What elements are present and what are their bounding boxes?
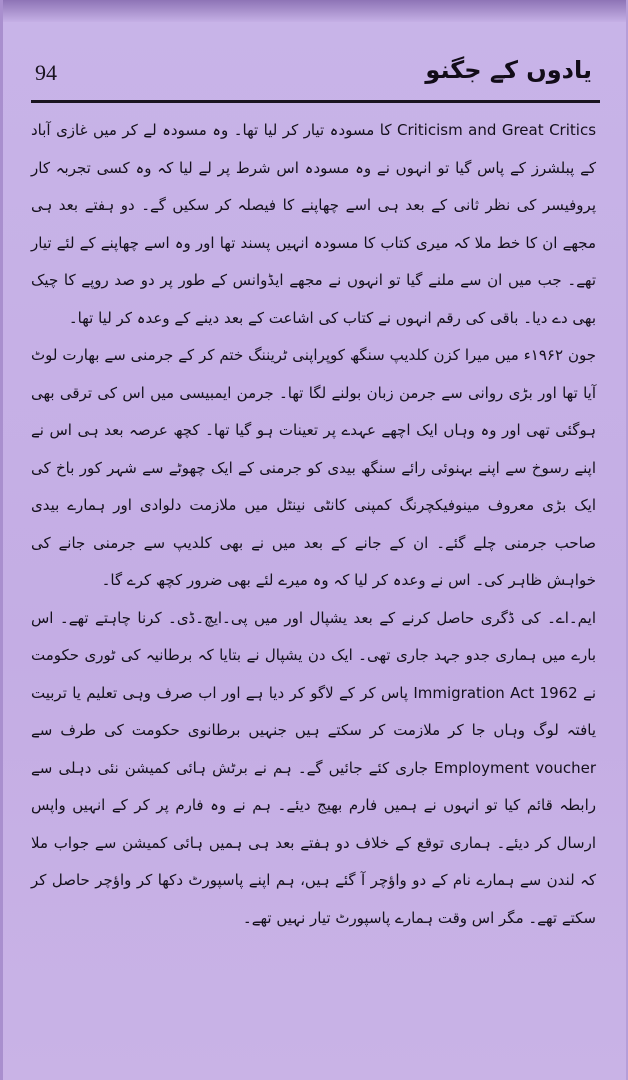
paragraph-2: جون ۱۹۶۲ء میں میرا کزن کلدیپ سنگھ کوپراپنی ٹریننگ ختم کر کے جرمنی سے بھارت لوٹ آیا تھا اور بڑی روانی سے جرمن زبان بولنے لگا تھا۔ جرمن ایمبیسی میں اس کی ترقی بھی ہوگئی تھی اور وہ وہاں ایک اچھے عہدے پر تعینات ہو گیا تھا۔ کچھ عرصہ بعد ہی اس نے اپنے رسوخ سے اپنے بہنوئی رائے سنگھ بیدی کو جرمنی کے ایک چھوٹے سے شہر کور باخ کی ایک بڑی معروف مینوفیکچرنگ کمپنی کانٹی نینٹل میں ملازمت دلوادی اور ہمارے بیدی صاحب جرمنی چلے گئے۔ ان کے جانے کے بعد میں نے بھی کلدیپ سے جرمنی جانے کی خواہش ظاہر کی۔ اس نے وعدہ کر لیا کہ وہ میرے لئے بھی ضرور کچھ کرے گا۔ <box>31 346 596 589</box>
header-rule <box>31 100 600 103</box>
book-title: یادوں کے جگنو <box>425 56 592 84</box>
page-header <box>31 56 598 94</box>
paragraph-3: ایم۔اے۔ کی ڈگری حاصل کرنے کے بعد یشپال اور میں پی۔ایچ۔ڈی۔ کرنا چاہتے تھے۔ اس بارے میں ہماری جدو جہد جاری تھی۔ ایک دن یشپال نے بتایا کہ برطانیہ کی ٹوری حکومت نے Immigration Act 1962 پاس کر کے لاگو کر دیا ہے اور اب صرف وہی تعلیم یا تربیت یافتہ لوگ وہاں جا کر ملازمت کر سکتے ہیں جنہیں برطانوی حکومت کی طرف سے Employment voucher جاری کئے جائیں گے۔ ہم نے برٹش ہائی کمیشن نئی دہلی سے رابطہ قائم کیا تو انہوں نے ہمیں فارم بھیج دیئے۔ ہم نے وہ فارم پر کر کے انہیں واپس ارسال کر دیئے۔ ہماری توقع کے خلاف دو ہفتے بعد ہی ہمیں ہائی کمیشن سے جواب ملا کہ لندن سے ہمارے نام کے دو واؤچر آ گئے ہیں، ہم اپنے پاسپورٹ دکھا کر واؤچر حاصل کر سکتے تھے۔ مگر اس وقت ہمارے پاسپورٹ تیار نہیں تھے۔ <box>31 608 597 927</box>
page-body <box>31 112 596 1050</box>
page-top-shadow <box>3 0 626 22</box>
page-number: 94 <box>35 60 57 85</box>
paragraph-1: Criticism and Great Critics کا مسودہ تیار کر لیا تھا۔ وہ مسودہ لے کر میں غازی آباد کے پبلشرز کے پاس گیا تو انہوں نے وہ مسودہ اس شرط پر لے لیا کہ وہ کسی تجربہ کار پروفیسر کی نظر ثانی کے بعد ہی اسے چھاپنے کا فیصلہ کر سکیں گے۔ دو ہفتے بعد ہی مجھے ان کا خط ملا کہ میری کتاب کا مسودہ انہیں پسند تھا اور وہ اسے چھاپنے کے لئے تیار تھے۔ جب میں ان سے ملنے گیا تو انہوں نے مجھے ایڈوانس کے طور پر دو صد روپے کا چیک بھی دے دیا۔ باقی کی رقم انہوں نے کتاب کی اشاعت کے بعد دینے کے وعدہ کر لیا تھا۔ <box>31 121 597 327</box>
